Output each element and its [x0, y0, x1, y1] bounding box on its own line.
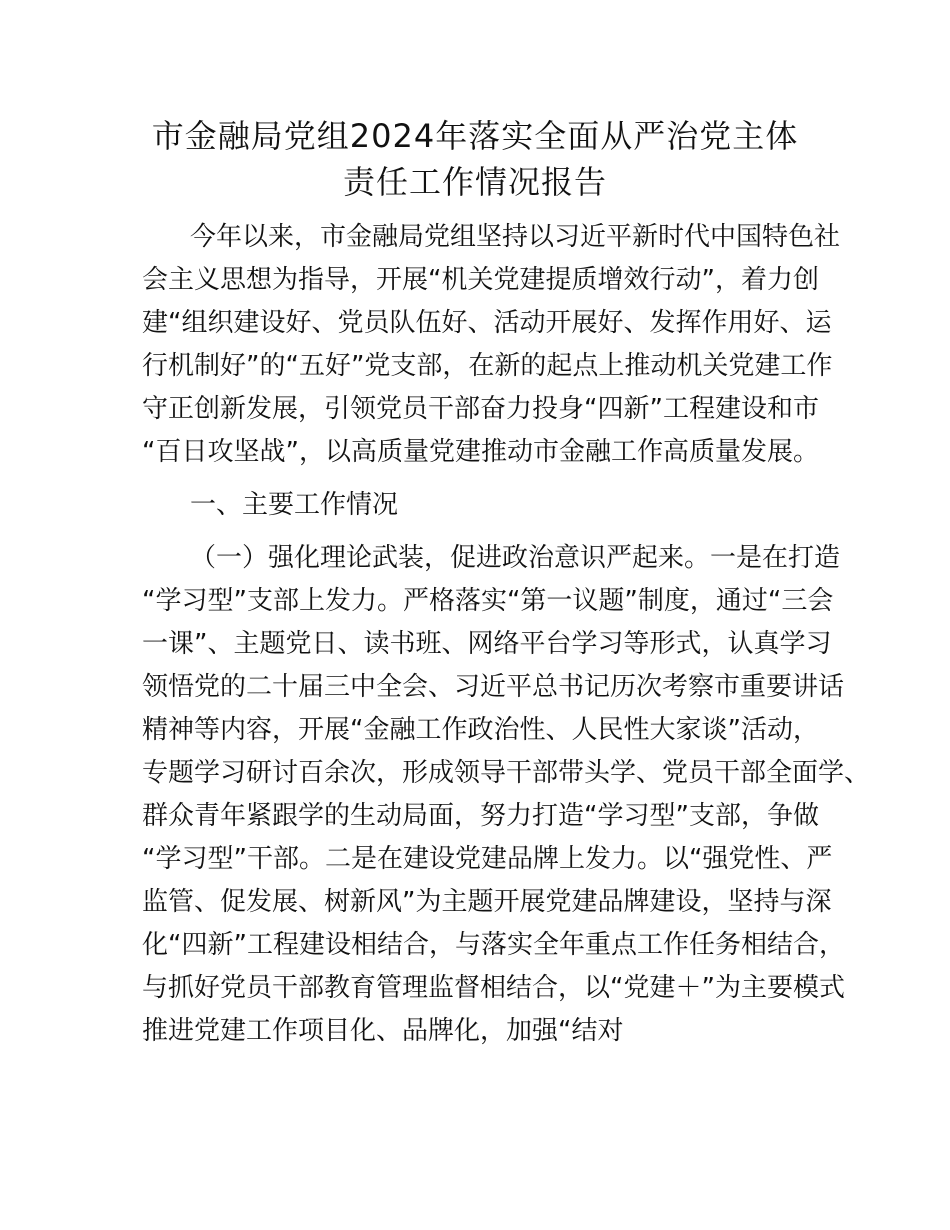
intro-paragraph-line-3: 建“组织建设好、党员队伍好、活动开展好、发挥作用好、运 [142, 308, 832, 338]
body-paragraph-line-2: “学习型”支部上发力。严格落实“第一议题”制度，通过“三会 [142, 586, 834, 616]
body-paragraph-line-8: “学习型”干部。二是在建设党建品牌上发力。以“强党性、严 [142, 844, 833, 874]
body-paragraph-line-9: 监管、促发展、树新风”为主题开展党建品牌建设，坚持与深 [142, 887, 832, 917]
intro-paragraph-line-6: “百日攻坚战”，以高质量党建推动市金融工作高质量发展。 [142, 437, 819, 467]
body-paragraph-line-4: 领悟党的二十届三中全会、习近平总书记历次考察市重要讲话 [142, 672, 845, 702]
body-paragraph-line-11: 与抓好党员干部教育管理监督相结合，以“党建＋”为主要模式 [142, 973, 845, 1003]
document-title-line-1: 市金融局党组2024年落实全面从严治党主体 [151, 117, 799, 155]
intro-paragraph-line-2: 会主义思想为指导，开展“机关党建提质增效行动”，着力创 [142, 265, 819, 295]
body-paragraph-line-7: 群众青年紧跟学的生动局面，努力打造“学习型”支部，争做 [142, 801, 819, 831]
intro-paragraph-line-4: 行机制好”的“五好”党支部，在新的起点上推动机关党建工作 [142, 351, 833, 381]
section-heading: 一、主要工作情况 [190, 490, 399, 520]
body-paragraph-line-10: 化“四新”工程建设相结合，与落实全年重点工作任务相结合， [142, 930, 845, 960]
document-title-line-2: 责任工作情况报告 [342, 163, 607, 201]
intro-paragraph-line-5: 守正创新发展，引领党员干部奋力投身“四新”工程建设和市 [142, 394, 819, 424]
intro-paragraph-line-1: 今年以来，市金融局党组坚持以习近平新时代中国特色社 [190, 222, 841, 252]
body-paragraph-line-3: 一课”、主题党日、读书班、网络平台学习等形式，认真学习 [142, 629, 832, 659]
body-paragraph-line-1: （一）强化理论武装，促进政治意识严起来。一是在打造 [190, 543, 841, 573]
body-paragraph-line-5: 精神等内容，开展“金融工作政治性、人民性大家谈”活动， [142, 715, 819, 745]
body-paragraph-line-6: 专题学习研讨百余次，形成领导干部带头学、党员干部全面学、 [142, 758, 871, 788]
body-paragraph-line-12: 推进党建工作项目化、品牌化，加强“结对 [142, 1016, 624, 1046]
